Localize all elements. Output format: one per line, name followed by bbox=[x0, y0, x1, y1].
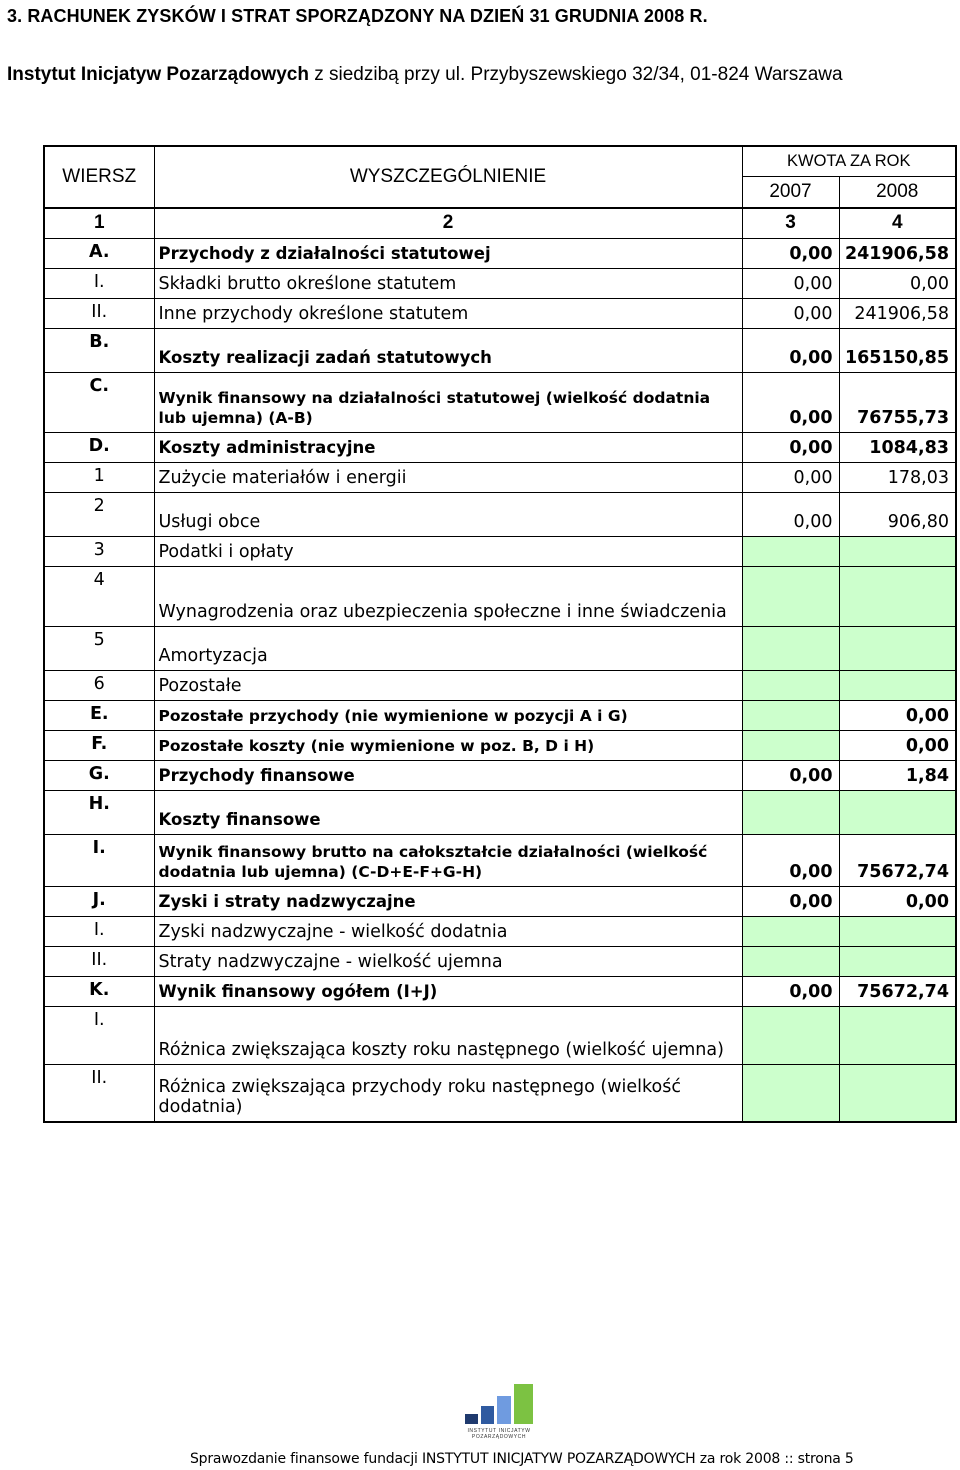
organization-address: z siedzibą przy ul. Przybyszewskiego 32/34, 01-824 Warszawa bbox=[308, 64, 843, 85]
table-row bbox=[44, 946, 956, 976]
column-number-4: 4 bbox=[839, 208, 956, 238]
row-label: Inne przychody określone statutem bbox=[154, 298, 742, 328]
table-row bbox=[44, 492, 956, 536]
value-2007: 0,00 bbox=[742, 760, 839, 790]
value-2008: 241906,58 bbox=[839, 298, 956, 328]
row-label: Zyski i straty nadzwyczajne bbox=[154, 886, 742, 916]
table-row bbox=[44, 536, 956, 566]
table-row bbox=[44, 790, 956, 834]
logo-bar-4 bbox=[514, 1384, 533, 1424]
row-label: Wynik finansowy brutto na całokształcie działalności (wielkość dodatnia lub ujemna) (C-D+E-F+G-H) bbox=[154, 834, 742, 886]
row-id: J. bbox=[44, 886, 154, 916]
value-2007: 0,00 bbox=[742, 372, 839, 432]
row-id: F. bbox=[44, 730, 154, 760]
value-2008: 0,00 bbox=[839, 730, 956, 760]
table-row bbox=[44, 700, 956, 730]
value-2007 bbox=[742, 946, 839, 976]
header-year-2008: 2008 bbox=[839, 176, 956, 208]
table-row bbox=[44, 462, 956, 492]
row-id: B. bbox=[44, 328, 154, 372]
value-2007: 0,00 bbox=[742, 462, 839, 492]
value-2008: 75672,74 bbox=[839, 976, 956, 1006]
row-label: Usługi obce bbox=[154, 492, 742, 536]
row-label: Zyski nadzwyczajne - wielkość dodatnia bbox=[154, 916, 742, 946]
row-label: Składki brutto określone statutem bbox=[154, 268, 742, 298]
value-2008: 0,00 bbox=[839, 886, 956, 916]
row-label: Straty nadzwyczajne - wielkość ujemna bbox=[154, 946, 742, 976]
value-2007 bbox=[742, 566, 839, 626]
table-row bbox=[44, 976, 956, 1006]
row-label: Amortyzacja bbox=[154, 626, 742, 670]
value-2007: 0,00 bbox=[742, 298, 839, 328]
row-id: C. bbox=[44, 372, 154, 432]
header-wyszczegolnienie: WYSZCZEGÓLNIENIE bbox=[154, 146, 742, 208]
row-id: 1 bbox=[44, 462, 154, 492]
column-number-1: 1 bbox=[44, 208, 154, 238]
income-statement-table bbox=[43, 145, 957, 1123]
row-label: Wynik finansowy ogółem (I+J) bbox=[154, 976, 742, 1006]
organization-name: Instytut Inicjatyw Pozarządowych bbox=[7, 64, 309, 85]
value-2007 bbox=[742, 1064, 839, 1122]
value-2007 bbox=[742, 730, 839, 760]
table-row bbox=[44, 432, 956, 462]
row-id: I. bbox=[44, 834, 154, 886]
value-2008: 0,00 bbox=[839, 268, 956, 298]
row-label: Przychody finansowe bbox=[154, 760, 742, 790]
table-row bbox=[44, 298, 956, 328]
row-id: 4 bbox=[44, 566, 154, 626]
value-2008: 76755,73 bbox=[839, 372, 956, 432]
value-2007: 0,00 bbox=[742, 328, 839, 372]
row-id: G. bbox=[44, 760, 154, 790]
row-id: K. bbox=[44, 976, 154, 1006]
column-number-2: 2 bbox=[154, 208, 742, 238]
table-row bbox=[44, 886, 956, 916]
row-id: E. bbox=[44, 700, 154, 730]
value-2007 bbox=[742, 1006, 839, 1064]
value-2008 bbox=[839, 670, 956, 700]
row-id: I. bbox=[44, 268, 154, 298]
value-2008 bbox=[839, 1006, 956, 1064]
row-id: A. bbox=[44, 238, 154, 268]
value-2008: 0,00 bbox=[839, 700, 956, 730]
value-2007 bbox=[742, 536, 839, 566]
value-2007: 0,00 bbox=[742, 432, 839, 462]
organization-line bbox=[7, 64, 843, 86]
table-row bbox=[44, 1064, 956, 1122]
row-id: 6 bbox=[44, 670, 154, 700]
row-id: 2 bbox=[44, 492, 154, 536]
row-label: Zużycie materiałów i energii bbox=[154, 462, 742, 492]
logo-bar-2 bbox=[481, 1406, 494, 1424]
header-kwota-za-rok: KWOTA ZA ROK bbox=[742, 146, 956, 176]
value-2007: 0,00 bbox=[742, 834, 839, 886]
row-label: Pozostałe przychody (nie wymienione w pozycji A i G) bbox=[154, 700, 742, 730]
row-label: Pozostałe bbox=[154, 670, 742, 700]
value-2008: 241906,58 bbox=[839, 238, 956, 268]
value-2008 bbox=[839, 1064, 956, 1122]
table-row bbox=[44, 730, 956, 760]
table-row bbox=[44, 566, 956, 626]
table-row bbox=[44, 670, 956, 700]
row-id: II. bbox=[44, 946, 154, 976]
table-row bbox=[44, 626, 956, 670]
value-2007 bbox=[742, 700, 839, 730]
row-label: Różnica zwiększająca przychody roku następnego (wielkość dodatnia) bbox=[154, 1064, 742, 1122]
row-label: Przychody z działalności statutowej bbox=[154, 238, 742, 268]
row-label: Pozostałe koszty (nie wymienione w poz. B, D i H) bbox=[154, 730, 742, 760]
column-number-3: 3 bbox=[742, 208, 839, 238]
table-row bbox=[44, 916, 956, 946]
value-2008 bbox=[839, 916, 956, 946]
row-label: Koszty administracyjne bbox=[154, 432, 742, 462]
row-id: II. bbox=[44, 1064, 154, 1122]
value-2008 bbox=[839, 536, 956, 566]
value-2007 bbox=[742, 670, 839, 700]
row-label: Podatki i opłaty bbox=[154, 536, 742, 566]
table-row bbox=[44, 760, 956, 790]
row-label: Koszty realizacji zadań statutowych bbox=[154, 328, 742, 372]
row-label: Różnica zwiększająca koszty roku następnego (wielkość ujemna) bbox=[154, 1006, 742, 1064]
page-footer: Sprawozdanie finansowe fundacji INSTYTUT INICJATYW POZARZĄDOWYCH za rok 2008 :: strona 5 bbox=[190, 1451, 854, 1467]
row-id: 5 bbox=[44, 626, 154, 670]
row-id: I. bbox=[44, 1006, 154, 1064]
value-2008: 1084,83 bbox=[839, 432, 956, 462]
value-2008: 1,84 bbox=[839, 760, 956, 790]
header-wiersz: WIERSZ bbox=[44, 146, 154, 208]
value-2008 bbox=[839, 626, 956, 670]
row-label: Wynagrodzenia oraz ubezpieczenia społeczne i inne świadczenia bbox=[154, 566, 742, 626]
logo-bar-3 bbox=[497, 1396, 511, 1424]
row-label: Koszty finansowe bbox=[154, 790, 742, 834]
value-2008: 178,03 bbox=[839, 462, 956, 492]
value-2007 bbox=[742, 916, 839, 946]
institute-logo: INSTYTUT INICJATYW POZARZĄDOWYCH bbox=[462, 1384, 536, 1444]
value-2007 bbox=[742, 790, 839, 834]
value-2007: 0,00 bbox=[742, 976, 839, 1006]
row-id: II. bbox=[44, 298, 154, 328]
value-2008: 165150,85 bbox=[839, 328, 956, 372]
table-row bbox=[44, 328, 956, 372]
page-title: 3. RACHUNEK ZYSKÓW I STRAT SPORZĄDZONY NA DZIEŃ 31 GRUDNIA 2008 R. bbox=[7, 6, 708, 26]
table-row bbox=[44, 834, 956, 886]
logo-bar-1 bbox=[465, 1414, 478, 1424]
value-2007: 0,00 bbox=[742, 886, 839, 916]
table-row bbox=[44, 1006, 956, 1064]
value-2008 bbox=[839, 566, 956, 626]
value-2008: 75672,74 bbox=[839, 834, 956, 886]
row-id: I. bbox=[44, 916, 154, 946]
row-id: H. bbox=[44, 790, 154, 834]
value-2007: 0,00 bbox=[742, 238, 839, 268]
row-id: D. bbox=[44, 432, 154, 462]
value-2007: 0,00 bbox=[742, 492, 839, 536]
table-row bbox=[44, 372, 956, 432]
value-2008 bbox=[839, 946, 956, 976]
table-row bbox=[44, 238, 956, 268]
table-row bbox=[44, 268, 956, 298]
row-id: 3 bbox=[44, 536, 154, 566]
value-2008: 906,80 bbox=[839, 492, 956, 536]
value-2008 bbox=[839, 790, 956, 834]
value-2007 bbox=[742, 626, 839, 670]
row-label: Wynik finansowy na działalności statutowej (wielkość dodatnia lub ujemna) (A-B) bbox=[154, 372, 742, 432]
header-year-2007: 2007 bbox=[742, 176, 839, 208]
value-2007: 0,00 bbox=[742, 268, 839, 298]
